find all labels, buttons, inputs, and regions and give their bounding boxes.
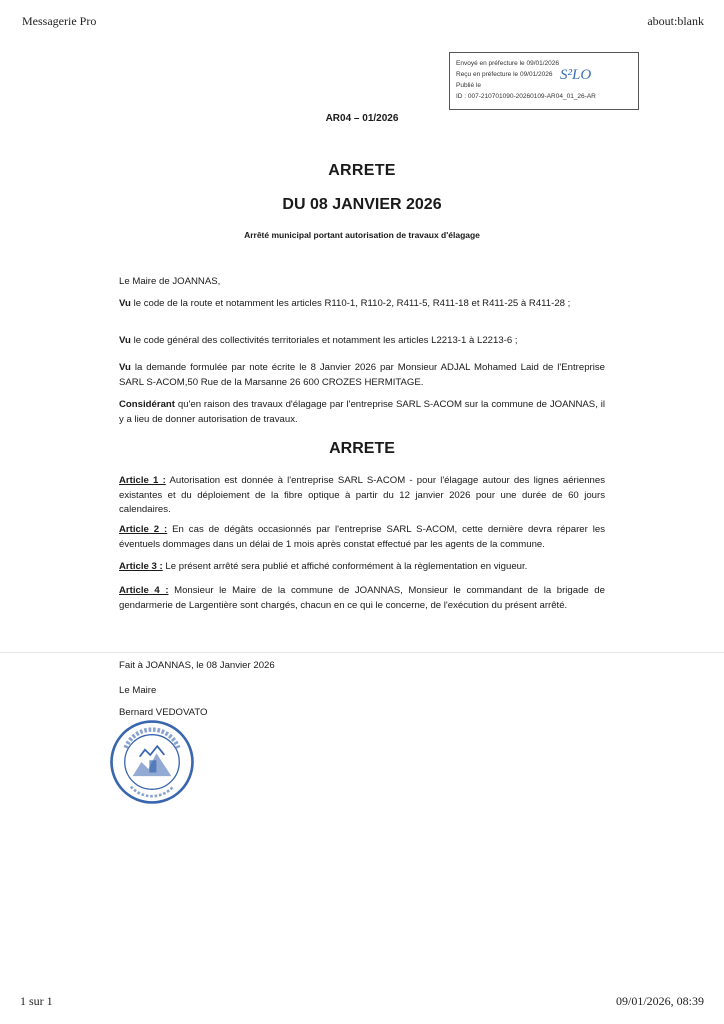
done-at: Fait à JOANNAS, le 08 Janvier 2026 [119,660,275,671]
prefecture-sent: Envoyé en préfecture le 09/01/2026 [456,60,559,67]
vu-label: Vu [119,335,131,346]
decision-title: ARRETE [329,440,395,457]
print-datetime: 09/01/2026, 08:39 [615,994,704,1008]
article-label: Article 1 : [119,475,166,486]
article-label: Article 3 : [119,561,163,572]
page-count: 1 sur 1 [20,994,53,1008]
considerant-text: qu'en raison des travaux d'élagage par l'entreprise SARL S-ACOM sur la commune de JOANNAS, il y a lieu de donner autorisation de travaux. [119,399,605,425]
document-reference: AR04 – 01/2026 [325,113,399,124]
article-1 [119,474,605,518]
vu-label: Vu [119,298,131,309]
signatory-role: Le Maire [119,685,157,696]
document-subtitle: Arrêté municipal portant autorisation de travaux d'élagage [244,230,480,240]
prefecture-id: ID : 007-210701090-20260109-AR04_01_26-AR [456,93,596,100]
article-text: Le présent arrêté sera publié et affiché conformément à la règlementation en vigueur. [165,561,528,572]
vu-label: Vu [119,362,131,373]
article-text: En cas de dégâts occasionnés par l'entreprise SARL S-ACOM, cette dernière devra réparer les éventuels dommages dans un délai de 1 mois après constat effectué par les agents de la commune. [119,524,605,550]
article-4 [119,584,605,613]
article-2 [119,523,605,552]
article-text: Autorisation est donnée à l'entreprise SARL S-ACOM - pour l'élagage autour des lignes aériennes existantes et du déploiement de la fibre optique à partir du 12 janvier 2026 pour une durée de 60 jours calendaires. [119,475,605,515]
document-date-title: DU 08 JANVIER 2026 [282,196,442,213]
prefecture-receipt-box [449,52,639,110]
article-label: Article 2 : [119,524,168,535]
considerant-paragraph [119,398,605,427]
vu-text: le code de la route et notamment les articles R110-1, R110-2, R411-5, R411-18 et R411-25 à R411-28 ; [133,298,571,309]
vu-text: la demande formulée par note écrite le 8 Janvier 2026 par Monsieur ADJAL Mohamed Laid de l'Entreprise SARL S-ACOM,50 Rue de la Marsanne 26 600 CROZES HERMITAGE. [119,362,605,388]
mayor-intro: Le Maire de JOANNAS, [119,276,221,287]
prefecture-signature: S²LO [560,67,592,83]
browser-title: Messagerie Pro [22,14,97,28]
prefecture-received: Reçu en préfecture le 09/01/2026 [456,71,553,78]
article-3 [119,560,605,575]
vu-paragraph-2 [119,334,605,349]
signatory-name: Bernard VEDOVATO [119,707,208,718]
document-title: ARRETE [328,162,396,179]
article-label: Article 4 : [119,585,169,596]
article-text: Monsieur le Maire de la commune de JOANNAS, Monsieur le commandant de la brigade de gendarmerie de Largentière sont chargés, chacun en ce qui le concerne, de l'exécution du présent arrêté. [119,585,605,611]
prefecture-published: Publié le [456,82,481,89]
mairie-stamp [108,718,196,806]
scan-divider [0,652,724,653]
considerant-label: Considérant [119,399,175,410]
vu-text: le code général des collectivités territoriales et notamment les articles L2213-1 à L2213-6 ; [133,335,518,346]
browser-url: about:blank [647,14,704,28]
vu-paragraph-1 [119,297,605,312]
vu-paragraph-3 [119,361,605,390]
